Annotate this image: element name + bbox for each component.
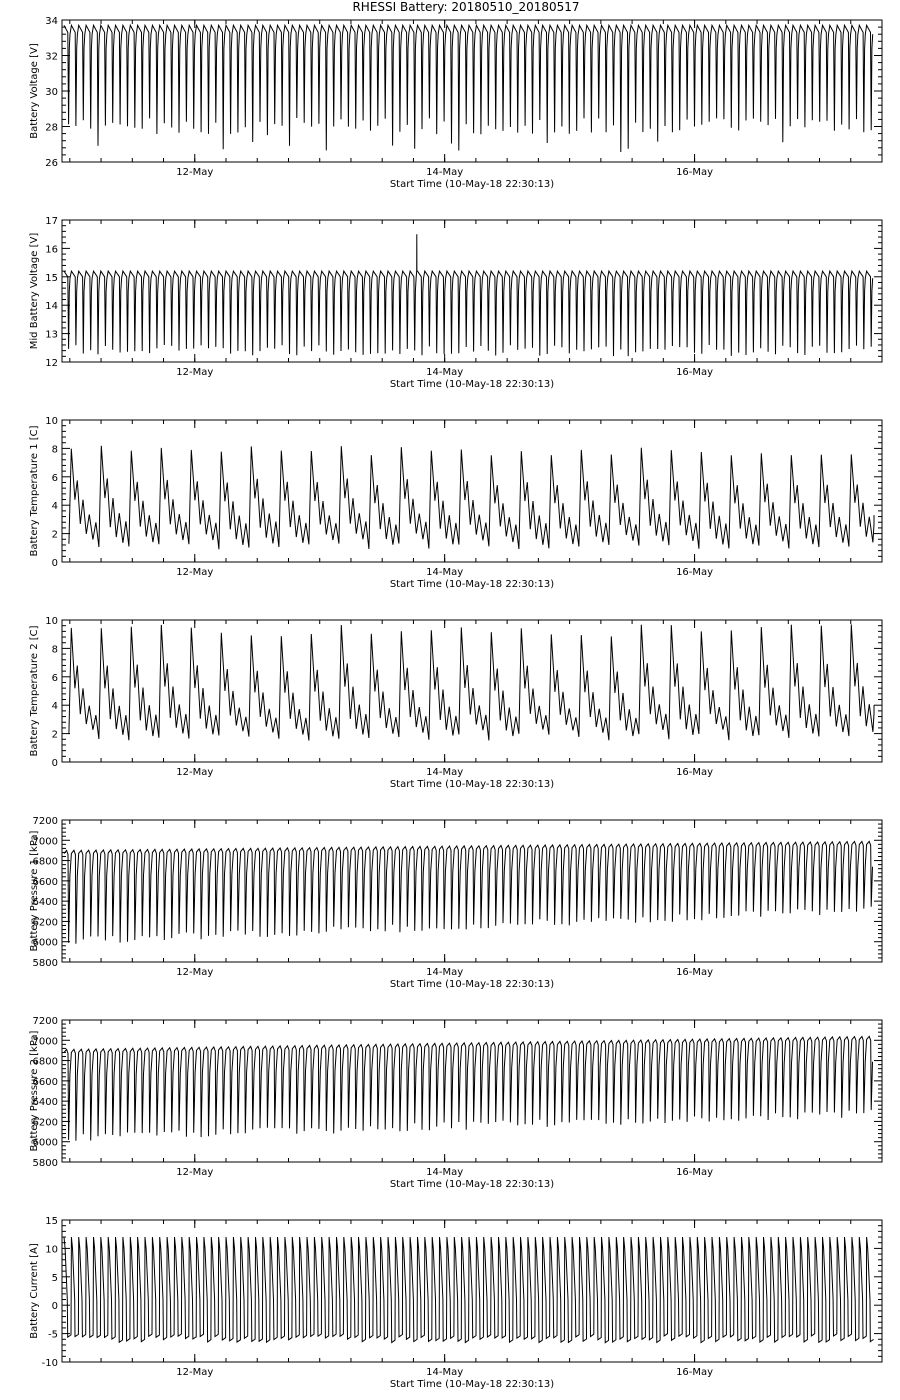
x-tick-label: 14-May xyxy=(426,167,464,178)
y-tick-label: -10 xyxy=(41,1358,58,1369)
y-tick-label: 4 xyxy=(51,501,58,513)
y-tick-label: 0 xyxy=(51,558,58,569)
y-tick-label: 6000 xyxy=(32,1137,58,1149)
y-tick-label: 6800 xyxy=(32,1056,58,1068)
y-tick-label: 13 xyxy=(45,329,58,341)
y-tick-label: 7200 xyxy=(32,816,58,827)
y-axis-label: Battery Voltage [V] xyxy=(29,43,40,139)
panel-5 xyxy=(29,816,882,990)
x-tick-label: 16-May xyxy=(676,1167,714,1178)
y-tick-label: 0 xyxy=(51,1301,58,1313)
y-tick-label: 7200 xyxy=(32,1016,58,1027)
x-axis-label: Start Time (10-May-18 22:30:13) xyxy=(389,779,555,790)
y-axis-label: Battery Temperature 2 [C] xyxy=(29,625,40,757)
series-line xyxy=(64,1237,874,1343)
series-line xyxy=(64,841,873,943)
y-tick-label: 2 xyxy=(51,529,58,541)
y-tick-label: 6400 xyxy=(32,1097,58,1109)
y-tick-label: 4 xyxy=(51,701,58,713)
y-tick-label: 26 xyxy=(45,158,58,169)
plot-frame xyxy=(62,820,882,962)
y-tick-label: 6600 xyxy=(32,876,58,888)
y-tick-label: 6200 xyxy=(32,1117,58,1129)
x-tick-label: 12-May xyxy=(176,367,214,378)
plot-frame xyxy=(62,620,882,762)
y-tick-label: 2 xyxy=(51,729,58,741)
x-axis-label: Start Time (10-May-18 22:30:13) xyxy=(389,179,555,190)
x-axis-label: Start Time (10-May-18 22:30:13) xyxy=(389,979,555,990)
y-axis-label: Battery Pressure 1 [kPa] xyxy=(29,830,40,952)
y-tick-label: 6 xyxy=(51,672,58,684)
x-tick-label: 16-May xyxy=(676,167,714,178)
y-axis-label: Battery Temperature 1 [C] xyxy=(29,425,40,557)
series-line xyxy=(64,234,873,356)
y-tick-label: 28 xyxy=(45,122,58,134)
y-tick-label: 8 xyxy=(51,444,58,456)
x-tick-label: 12-May xyxy=(176,167,214,178)
x-tick-label: 14-May xyxy=(426,567,464,578)
x-tick-label: 12-May xyxy=(176,1367,214,1378)
panel-3 xyxy=(29,416,882,590)
y-tick-label: 5800 xyxy=(32,958,58,969)
y-tick-label: 15 xyxy=(45,1216,58,1227)
x-tick-label: 16-May xyxy=(676,1367,714,1378)
x-axis-label: Start Time (10-May-18 22:30:13) xyxy=(389,379,555,390)
series-line xyxy=(64,1036,873,1140)
y-tick-label: 0 xyxy=(51,758,58,769)
y-axis-label: Battery Current [A] xyxy=(29,1243,40,1339)
x-tick-label: 16-May xyxy=(676,367,714,378)
series-line xyxy=(64,25,873,152)
figure-title: RHESSI Battery: 20180510_20180517 xyxy=(352,0,580,14)
y-tick-label: -5 xyxy=(48,1329,58,1341)
y-tick-label: 6800 xyxy=(32,856,58,868)
y-tick-label: 6000 xyxy=(32,937,58,949)
x-tick-label: 16-May xyxy=(676,567,714,578)
x-tick-label: 14-May xyxy=(426,767,464,778)
x-axis-label: Start Time (10-May-18 22:30:13) xyxy=(389,1179,555,1190)
y-tick-label: 8 xyxy=(51,644,58,656)
x-tick-label: 12-May xyxy=(176,567,214,578)
y-axis-label: Mid Battery Voltage [V] xyxy=(29,232,40,350)
panel-1 xyxy=(29,16,882,190)
x-tick-label: 16-May xyxy=(676,767,714,778)
y-tick-label: 15 xyxy=(45,272,58,284)
x-tick-label: 14-May xyxy=(426,1167,464,1178)
y-tick-label: 14 xyxy=(45,301,58,313)
y-tick-label: 6600 xyxy=(32,1076,58,1088)
plot-frame xyxy=(62,20,882,162)
panel-7 xyxy=(29,1216,882,1390)
y-tick-label: 32 xyxy=(45,51,58,63)
y-tick-label: 10 xyxy=(45,416,58,427)
y-tick-label: 6400 xyxy=(32,897,58,909)
y-tick-label: 34 xyxy=(45,16,58,27)
y-tick-label: 10 xyxy=(45,616,58,627)
y-tick-label: 30 xyxy=(45,87,58,98)
x-tick-label: 16-May xyxy=(676,967,714,978)
panel-2 xyxy=(29,216,882,390)
panel-4 xyxy=(29,616,882,790)
y-tick-label: 5 xyxy=(51,1272,58,1284)
y-tick-label: 12 xyxy=(45,358,58,369)
y-tick-label: 7000 xyxy=(32,1036,58,1048)
panels xyxy=(29,16,882,1390)
y-tick-label: 17 xyxy=(45,216,58,227)
plot-frame xyxy=(62,220,882,362)
y-tick-label: 7000 xyxy=(32,836,58,848)
series-line xyxy=(69,446,874,549)
series-line xyxy=(69,624,874,740)
x-tick-label: 12-May xyxy=(176,1167,214,1178)
plot-frame xyxy=(62,1020,882,1162)
y-tick-label: 6200 xyxy=(32,917,58,929)
y-axis-label: Battery Pressure 2 [kPa] xyxy=(29,1030,40,1152)
x-tick-label: 14-May xyxy=(426,1367,464,1378)
x-tick-label: 12-May xyxy=(176,967,214,978)
x-axis-label: Start Time (10-May-18 22:30:13) xyxy=(389,579,555,590)
y-tick-label: 6 xyxy=(51,472,58,484)
panel-6 xyxy=(29,1016,882,1190)
y-tick-label: 5800 xyxy=(32,1158,58,1169)
x-tick-label: 14-May xyxy=(426,367,464,378)
x-axis-label: Start Time (10-May-18 22:30:13) xyxy=(389,1379,555,1390)
y-tick-label: 16 xyxy=(45,244,58,256)
x-tick-label: 12-May xyxy=(176,767,214,778)
y-tick-label: 10 xyxy=(45,1244,58,1256)
x-tick-label: 14-May xyxy=(426,967,464,978)
